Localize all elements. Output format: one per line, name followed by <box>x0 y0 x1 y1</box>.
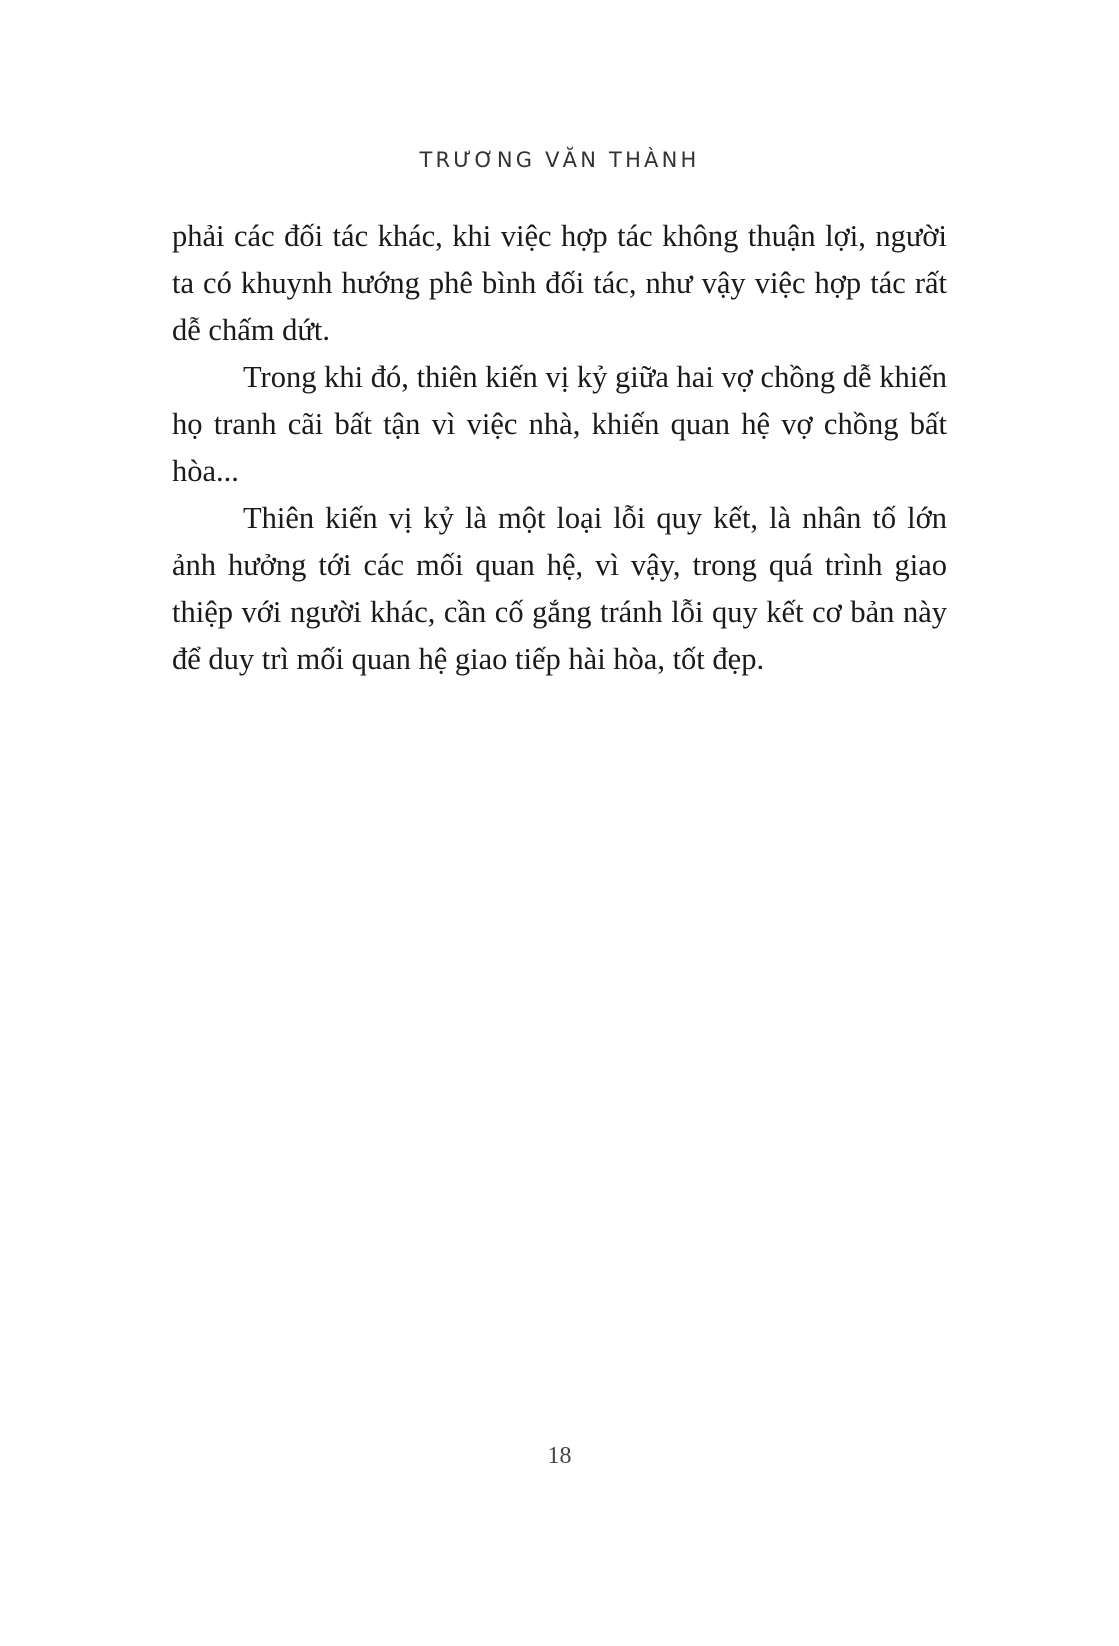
paragraph: Trong khi đó, thiên kiến vị kỷ giữa hai vợ chồng dễ khiến họ tranh cãi bất tận vì việc nhà, khiến quan hệ vợ chồng bất hòa... <box>172 360 947 488</box>
paragraph-continued: phải các đối tác khác, khi việc hợp tác không thuận lợi, người ta có khuynh hướng phê bình đối tác, như vậy việc hợp tác rất dễ chấm dứt. <box>172 219 947 347</box>
running-header-author: TRƯƠNG VĂN THÀNH <box>419 148 700 172</box>
paragraph: Thiên kiến vị kỷ là một loại lỗi quy kết, là nhân tố lớn ảnh hưởng tới các mối quan hệ, vì vậy, trong quá trình giao thiệp với người khác, cần cố gắng tránh lỗi quy kết cơ bản này để duy trì mối quan hệ giao tiếp hài hòa, tốt đẹp. <box>172 501 947 676</box>
page-number: 18 <box>547 1443 572 1469</box>
body-text <box>172 213 947 683</box>
